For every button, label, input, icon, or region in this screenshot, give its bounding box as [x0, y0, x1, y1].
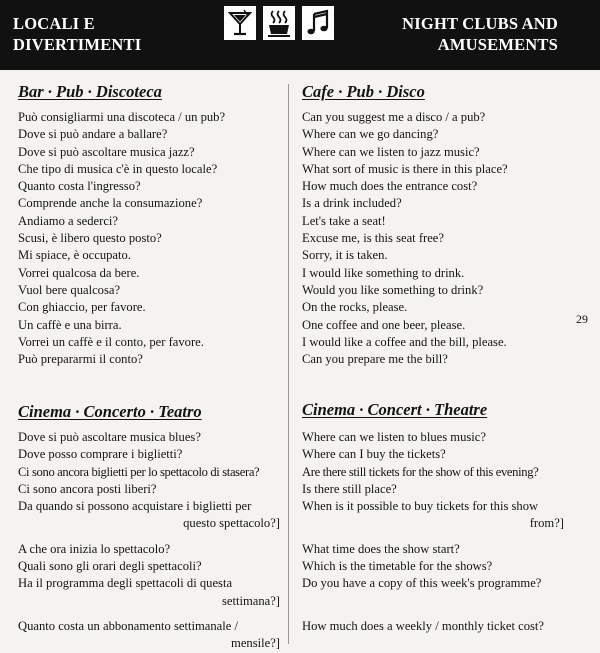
- phrase-line: Può consigliarmi una discoteca / un pub?: [18, 110, 226, 124]
- phrase-line: Comprende anche la consumazione?: [18, 196, 203, 211]
- phrase-line: A che ora inizia lo spettacolo?: [18, 541, 171, 556]
- phrase-line: Vuol bere qualcosa?: [18, 282, 121, 297]
- phrase-line: Può prepararmi il conto?: [18, 352, 143, 367]
- phrase-line: Where can I buy the tickets?: [302, 447, 446, 462]
- phrase-line: from?]: [529, 516, 564, 531]
- phrase-line: Mi spiace, è occupato.: [18, 248, 131, 263]
- heading-line: LOCALI E: [13, 14, 95, 33]
- phrase-line: Is there still place?: [302, 481, 397, 496]
- phrase-line: How much does the entrance cost?: [302, 179, 478, 194]
- phrase-line: Dove si può ascoltare musica blues?: [18, 430, 201, 444]
- phrase-line: Where can we go dancing?: [302, 127, 439, 142]
- phrase-line: Let's take a seat!: [302, 213, 386, 228]
- phrase-line: Dove posso comprare i biglietti?: [18, 447, 183, 462]
- phrase-line: Un caffè e una birra.: [18, 317, 122, 332]
- phrase-line: One coffee and one beer, please.: [302, 317, 466, 332]
- phrase-line: Where can we listen to jazz music?: [302, 144, 480, 159]
- phrase-line: Is a drink included?: [302, 196, 402, 211]
- phrase-line: Ci sono ancora biglietti per lo spettacolo di stasera?: [18, 464, 260, 479]
- phrase-line: Quanto costa l'ingresso?: [18, 179, 141, 194]
- phrase-line: Ha il programma degli spettacoli di questa: [18, 576, 233, 591]
- phrase-line: Where can we listen to blues music?: [302, 430, 486, 444]
- section-heading-italian: [13, 13, 141, 55]
- hot-drink-icon: [263, 6, 295, 40]
- phrase-line: On the rocks, please.: [302, 300, 408, 315]
- phrase-line: Scusi, è libero questo posto?: [18, 231, 162, 246]
- phrase-line: I would like a coffee and the bill, please.: [302, 334, 507, 349]
- phrase-line: I would like something to drink.: [302, 265, 465, 280]
- heading-line: NIGHT CLUBS AND: [402, 14, 558, 33]
- heading-line: AMUSEMENTS: [437, 35, 558, 54]
- phrase-line: What sort of music is there in this place?: [302, 161, 508, 176]
- phrase-line: Sorry, it is taken.: [302, 248, 388, 263]
- phrase-line: When is it possible to buy tickets for this show: [302, 499, 539, 514]
- phrase-line: Would you like something to drink?: [302, 282, 484, 297]
- phrase-line: Which is the timetable for the shows?: [302, 559, 493, 574]
- cocktail-glass-icon: [224, 6, 256, 40]
- phrase-line: Do you have a copy of this week's programme?: [302, 576, 542, 591]
- section-title-cinema-concert-theatre: Cinema · Concert · Theatre: [302, 400, 488, 419]
- section-title-cinema-concerto-teatro: Cinema · Concerto · Teatro: [18, 402, 202, 421]
- english-phrases-cafe: [302, 109, 508, 368]
- page-number: 29: [576, 312, 588, 326]
- phrase-line: questo spettacolo?]: [183, 516, 280, 531]
- phrase-line: Con ghiaccio, per favore.: [18, 300, 146, 315]
- heading-line: DIVERTIMENTI: [13, 35, 142, 54]
- phrase-line: Che tipo di musica c'è in questo locale?: [18, 161, 218, 176]
- phrase-line: Vorrei qualcosa da bere.: [18, 265, 140, 280]
- header-bar: [0, 0, 600, 70]
- phrase-line: settimana?]: [221, 593, 280, 608]
- music-note-icon: [302, 6, 334, 40]
- phrase-line: mensile?]: [231, 636, 280, 651]
- phrase-line: Quanto costa un abbonamento settimanale /: [18, 618, 238, 633]
- column-divider: [288, 84, 289, 644]
- italian-phrases-cinema: [18, 429, 280, 653]
- phrase-line: Dove si può ascoltare musica jazz?: [18, 144, 195, 159]
- section-title-bar-pub-discoteca: Bar · Pub · Discoteca: [18, 82, 162, 101]
- section-title-cafe-pub-disco: Cafe · Pub · Disco: [302, 82, 425, 101]
- phrase-line: How much does a weekly / monthly ticket cost?: [302, 618, 545, 633]
- italian-phrases-bar: [18, 109, 225, 368]
- phrase-line: What time does the show start?: [302, 541, 460, 556]
- phrase-line: Excuse me, is this seat free?: [302, 231, 444, 246]
- phrase-line: Andiamo a sederci?: [18, 213, 119, 228]
- english-phrases-cinema: [302, 429, 564, 635]
- phrase-line: Da quando si possono acquistare i biglietti per: [18, 499, 252, 514]
- phrase-line: Dove si può andare a ballare?: [18, 127, 168, 142]
- phrase-line: Quali sono gli orari degli spettacoli?: [18, 559, 202, 574]
- phrase-line: Vorrei un caffè e il conto, per favore.: [18, 334, 204, 349]
- phrase-line: Can you prepare me the bill?: [302, 352, 448, 367]
- section-heading-english: [402, 13, 558, 55]
- phrase-line: Can you suggest me a disco / a pub?: [302, 110, 486, 124]
- phrase-line: Ci sono ancora posti liberi?: [18, 481, 157, 496]
- phrase-line: Are there still tickets for the show of this evening?: [302, 464, 539, 479]
